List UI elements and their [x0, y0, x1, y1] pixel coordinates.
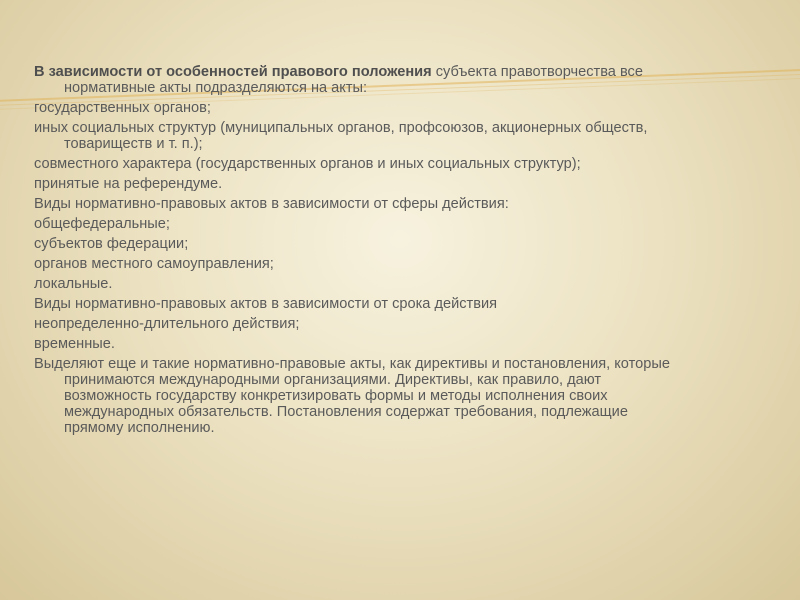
- intro-bold-text: В зависимости от особенностей правового положения: [34, 64, 432, 80]
- final-continuation: принимаются международными организациями. Директивы, как правило, дают: [64, 372, 602, 388]
- section-heading: Виды нормативно-правовых актов в зависимости от сферы действия:: [34, 196, 509, 212]
- list-item: совместного характера (государственных органов и иных социальных структур);: [34, 156, 581, 172]
- list-item: субъектов федерации;: [34, 236, 189, 252]
- paragraph-final: [34, 356, 764, 436]
- list-item: локальные.: [34, 276, 113, 292]
- list-item: неопределенно-длительного действия;: [34, 316, 300, 332]
- list-item: временные.: [34, 336, 115, 352]
- final-continuation: прямому исполнению.: [64, 420, 215, 436]
- section-heading: Виды нормативно-правовых актов в зависимости от срока действия: [34, 296, 498, 312]
- list-item: общефедеральные;: [34, 216, 170, 232]
- final-continuation: международных обязательств. Постановления содержат требования, подлежащие: [64, 404, 628, 420]
- intro-continuation: нормативные акты подразделяются на акты:: [64, 80, 368, 96]
- list-item: государственных органов;: [34, 100, 211, 116]
- list-item: [34, 120, 764, 152]
- intro-text: субъекта правотворчества все: [431, 64, 643, 80]
- list-item: органов местного самоуправления;: [34, 256, 274, 272]
- final-continuation: возможность государству конкретизировать формы и методы исполнения своих: [64, 388, 608, 404]
- list-item-continuation: товариществ и т. п.);: [64, 136, 203, 152]
- final-text: Выделяют еще и такие нормативно-правовые акты, как директивы и постановления, которые: [34, 356, 670, 372]
- list-item-text: иных социальных структур (муниципальных органов, профсоюзов, акционерных обществ,: [34, 120, 648, 136]
- paragraph-intro: [34, 64, 764, 96]
- list-item: принятые на референдуме.: [34, 176, 223, 192]
- slide-body: [34, 64, 764, 440]
